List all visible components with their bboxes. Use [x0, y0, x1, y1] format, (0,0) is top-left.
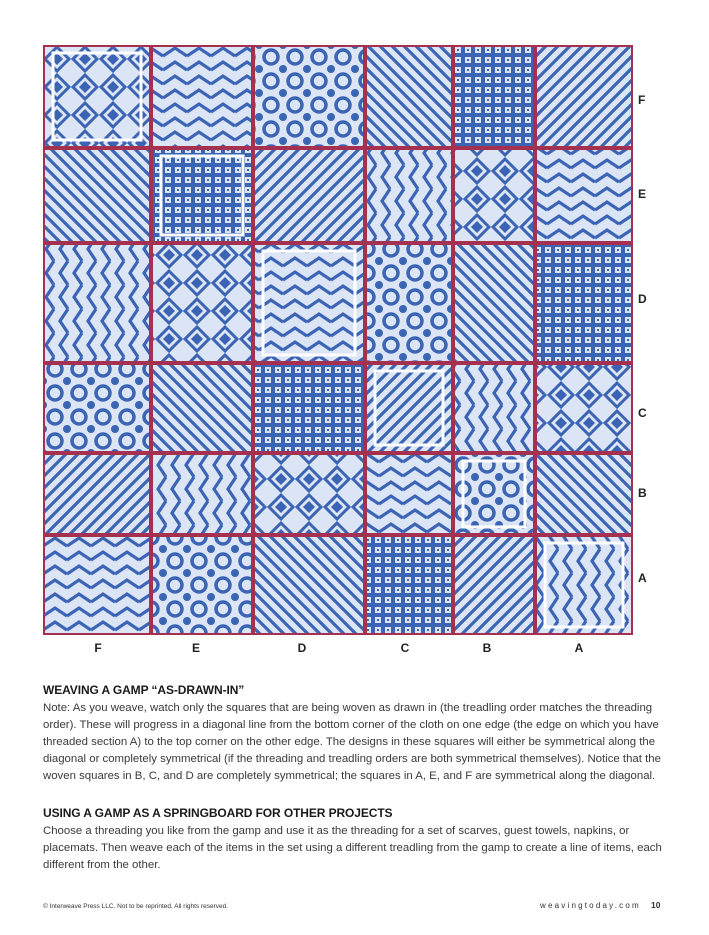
gamp-square-c-f: [45, 365, 149, 451]
column-label-f: F: [94, 641, 102, 655]
section-heading: USING A GAMP AS A SPRINGBOARD FOR OTHER PROJECTS: [43, 806, 393, 820]
gamp-square-a-d: [255, 537, 363, 633]
gamp-square-c-c: [367, 365, 451, 451]
gamp-square-c-e: [153, 365, 251, 451]
gamp-square-e-b: [455, 150, 533, 241]
footer-website: weavingtoday.com: [540, 901, 641, 910]
section-body: Choose a threading you like from the gamp and use it as the threading for a set of scarves, guest towels, napkins, or placemats. Then weave each of the items in the set using a different treadling from the gamp to create a line of items, each different from the other.: [43, 825, 662, 871]
row-label-e: E: [638, 187, 647, 201]
gamp-square-e-f: [45, 150, 149, 241]
gamp-square-d-d: [255, 245, 363, 361]
gamp-square-b-e: [153, 455, 251, 533]
gamp-square-c-d: [255, 365, 363, 451]
section-heading: WEAVING A GAMP “AS-DRAWN-IN”: [43, 683, 245, 697]
gamp-square-d-b: [455, 245, 533, 361]
page-number: 10: [651, 900, 661, 910]
gamp-square-f-c: [367, 47, 451, 146]
column-label-e: E: [191, 641, 200, 655]
gamp-square-e-e: [153, 150, 251, 241]
gamp-square-c-a: [537, 365, 631, 451]
gamp-square-b-c: [367, 455, 451, 533]
gamp-square-b-d: [255, 455, 363, 533]
gamp-square-e-d: [255, 150, 363, 241]
gamp-square-d-a: [537, 245, 631, 361]
gamp-square-a-a: [537, 537, 631, 633]
row-label-d: D: [638, 292, 647, 306]
gamp-square-d-e: [153, 245, 251, 361]
copyright-notice: © Interweave Press LLC. Not to be reprinted. All rights reserved.: [43, 903, 229, 910]
gamp-square-d-c: [367, 245, 451, 361]
row-label-f: F: [638, 93, 646, 107]
row-label-c: C: [638, 406, 647, 420]
gamp-square-f-e: [153, 47, 251, 146]
column-label-d: D: [297, 641, 307, 655]
gamp-square-e-c: [367, 150, 451, 241]
gamp-square-f-a: [537, 47, 631, 146]
section-weaving-as-drawn-in: [43, 683, 663, 785]
gamp-square-a-e: [153, 537, 251, 633]
gamp-square-f-d: [255, 47, 363, 146]
section-body: Note: As you weave, watch only the squares that are being woven as drawn in (the treadling order matches the threading order). These will progress in a diagonal line from the bottom corner of the cloth on one edge (the edge on which you have threaded section A) to the top corner on the other edge. The designs in these squares will either be symmetrical along the diagonal or completely symmetrical (if the threading and treadling orders are both symmetrical themselves). Notice that the woven squares in B, C, and D are completely symmetrical; the squares in A, E, and F are symmetrical along the diagonal.: [43, 702, 661, 782]
gamp-squares: [45, 47, 631, 633]
gamp-square-c-b: [455, 365, 533, 451]
column-label-b: B: [482, 641, 492, 655]
gamp-square-b-a: [537, 455, 631, 533]
gamp-square-b-b: [455, 455, 533, 533]
gamp-square-f-f: [45, 47, 149, 146]
column-label-a: A: [574, 641, 584, 655]
gamp-square-a-b: [455, 537, 533, 633]
gamp-square-d-f: [45, 245, 149, 361]
gamp-square-e-a: [537, 150, 631, 241]
woven-gamp-photo: [43, 45, 633, 635]
gamp-square-f-b: [455, 47, 533, 146]
row-label-b: B: [638, 486, 647, 500]
column-label-c: C: [400, 641, 410, 655]
gamp-square-a-c: [367, 537, 451, 633]
gamp-square-b-f: [45, 455, 149, 533]
gamp-square-a-f: [45, 537, 149, 633]
row-label-a: A: [638, 571, 647, 585]
section-gamp-springboard: [43, 806, 663, 874]
